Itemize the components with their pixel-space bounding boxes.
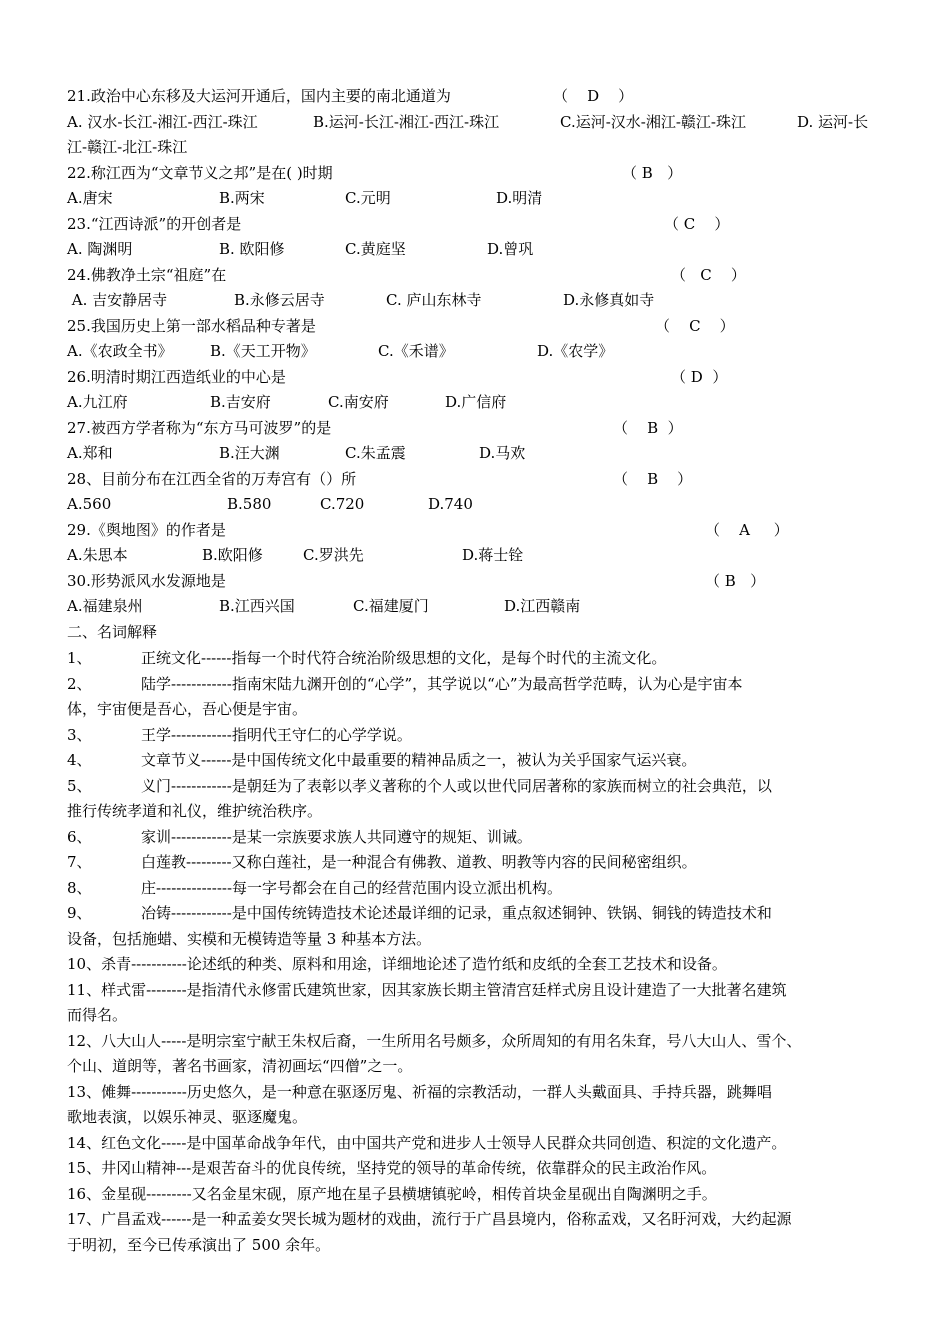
definition-continuation: 歌地表演，以娱乐神灵、驱逐魔鬼。 [67, 1108, 308, 1126]
question-27-stem: 27.被西方学者称为“东方马可波罗”的是 [67, 419, 332, 437]
question-26-option-d: D.广信府 [445, 393, 507, 411]
question-28-stem: 28、目前分布在江西全省的万寿宫有（）所 [67, 470, 357, 488]
definition-line: 17、广昌孟戏------是一种孟姜女哭长城为题材的戏曲，流行于广昌县境内，俗称孟戏，又名盱河戏，大约起源 [67, 1210, 792, 1228]
question-29-stem: 29.《舆地图》的作者是 [67, 521, 226, 539]
question-30-stem: 30.形势派风水发源地是 [67, 572, 226, 590]
question-24-option-b: B.永修云居寺 [234, 291, 325, 309]
question-21-option-d-cont: 江-赣江-北江-珠江 [67, 138, 188, 156]
definition-line: 13、傩舞-----------历史悠久，是一种意在驱逐厉鬼、祈福的宗教活动，一群人头戴面具、手持兵器，跳舞唱 [67, 1083, 772, 1101]
question-23-option-c: C.黄庭坚 [345, 240, 406, 258]
question-23-option-d: D.曾巩 [487, 240, 534, 258]
definition-number: 2、 [67, 675, 92, 693]
definition-number: 7、 [67, 853, 92, 871]
question-21-answer: （ D ） [553, 87, 634, 105]
definition-number: 1、 [67, 649, 92, 667]
definition-item [67, 903, 772, 923]
question-24-option-a: A. 吉安静居寺 [67, 291, 168, 309]
question-22-stem: 22.称江西为“文章节义之邦”是在( )时期 [67, 164, 333, 182]
definition-text: 是朝廷为了表彰以孝义著称的个人或以世代同居著称的家族而树立的社会典范，以 [231, 777, 772, 795]
definition-continuation: 设备，包括施蜡、实模和无模铸造等量 3 种基本方法。 [67, 930, 432, 948]
definition-number: 4、 [67, 751, 92, 769]
question-23-option-b: B. 欧阳修 [219, 240, 285, 258]
question-29-option-b: B.欧阳修 [202, 546, 263, 564]
question-28-option-c: C.720 [320, 495, 365, 513]
definition-text: 是某一宗族要求族人共同遵守的规矩、训诫。 [231, 828, 532, 846]
definition-term: 正统文化------ [141, 649, 232, 667]
definition-text: 指南宋陆九渊开创的“心学”，其学说以“心”为最高哲学范畴，认为心是宇宙本 [231, 675, 743, 693]
question-28-option-d: D.740 [428, 495, 473, 513]
definition-continuation: 个山、道朗等，著名书画家，清初画坛“四僧”之一。 [67, 1057, 413, 1075]
question-26-answer: （ D ） [671, 368, 728, 386]
definition-term: 王学------------ [141, 726, 232, 744]
definition-text: 是中国传统铸造技术论述最详细的记录，重点叙述铜钟、铁锅、铜钱的铸造技术和 [231, 904, 772, 922]
question-25-option-c: C.《禾谱》 [378, 342, 454, 360]
question-29-option-a: A.朱思本 [67, 546, 128, 564]
question-28-answer: （ B ） [613, 470, 693, 488]
definition-number: 3、 [67, 726, 92, 744]
definition-item [67, 827, 532, 847]
definition-term: 家训------------ [141, 828, 232, 846]
question-23-option-a: A. 陶渊明 [67, 240, 133, 258]
definition-item [67, 852, 697, 872]
definition-continuation: 于明初，至今已传承演出了 500 余年。 [67, 1236, 331, 1254]
definition-line: 10、杀青-----------论述纸的种类、原料和用途，详细地论述了造竹纸和皮纸的全套工艺技术和设备。 [67, 955, 727, 973]
definition-continuation: 推行传统孝道和礼仪，维护统治秩序。 [67, 802, 323, 820]
definition-term: 义门------------ [141, 777, 232, 795]
question-26-stem: 26.明清时期江西造纸业的中心是 [67, 368, 286, 386]
definition-line: 12、八大山人-----是明宗室宁献王朱权后裔，一生所用名号颇多，众所周知的有用名朱耷，号八大山人、雪个、 [67, 1032, 802, 1050]
definition-line: 16、金星砚---------又名金星宋砚，原产地在星子县横塘镇驼岭，相传首块金星砚出自陶渊明之手。 [67, 1185, 717, 1203]
definition-text: 又称白莲社，是一种混合有佛教、道教、明教等内容的民间秘密组织。 [231, 853, 697, 871]
question-21-option-d: D. 运河-长 [797, 113, 869, 131]
question-27-option-a: A.郑和 [67, 444, 113, 462]
definition-term: 陆学------------ [141, 675, 232, 693]
question-30-option-d: D.江西赣南 [504, 597, 581, 615]
question-21-option-c: C.运河-汉水-湘江-赣江-珠江 [560, 113, 746, 131]
question-26-option-a: A.九江府 [67, 393, 128, 411]
definition-term: 庄--------------- [141, 879, 233, 897]
question-29-option-c: C.罗洪先 [303, 546, 364, 564]
question-28-option-b: B.580 [227, 495, 272, 513]
definition-item [67, 878, 562, 898]
question-30-option-b: B.江西兴国 [219, 597, 295, 615]
definition-text: 是中国传统文化中最重要的精神品质之一，被认为关乎国家气运兴衰。 [231, 751, 697, 769]
definition-continuation: 而得名。 [67, 1006, 128, 1024]
question-27-answer: （ B ） [613, 419, 683, 437]
definition-item [67, 750, 696, 770]
definition-text: 指明代王守仁的心学学说。 [231, 726, 412, 744]
question-21-option-a: A. 汉水-长江-湘江-西江-珠江 [67, 113, 258, 131]
definition-line: 11、样式雷--------是指清代永修雷氏建筑世家，因其家族长期主管清宫廷样式房且设计建造了一大批著名建筑 [67, 981, 787, 999]
question-23-stem: 23.“江西诗派”的开创者是 [67, 215, 242, 233]
question-21-option-b: B.运河-长江-湘江-西江-珠江 [313, 113, 500, 131]
question-25-option-b: B.《天工开物》 [210, 342, 316, 360]
definition-item [67, 674, 743, 694]
question-25-stem: 25.我国历史上第一部水稻品种专著是 [67, 317, 316, 335]
question-22-option-c: C.元明 [345, 189, 391, 207]
question-24-option-c: C. 庐山东林寺 [386, 291, 482, 309]
question-25-option-d: D.《农学》 [537, 342, 614, 360]
definition-term: 文章节义------ [141, 751, 232, 769]
question-24-option-d: D.永修真如寺 [563, 291, 655, 309]
definition-term: 冶铸------------ [141, 904, 232, 922]
question-30-answer: （ B ） [705, 572, 766, 590]
definition-number: 9、 [67, 904, 92, 922]
definition-item [67, 725, 412, 745]
question-22-option-a: A.唐宋 [67, 189, 113, 207]
definition-item [67, 776, 772, 796]
question-26-option-c: C.南安府 [328, 393, 389, 411]
question-25-option-a: A.《农政全书》 [67, 342, 173, 360]
question-25-answer: （ C ） [655, 317, 735, 335]
question-26-option-b: B.吉安府 [210, 393, 271, 411]
question-22-answer: （ B ） [622, 164, 683, 182]
definition-line: 14、红色文化-----是中国革命战争年代，由中国共产党和进步人士领导人民群众共同创造、积淀的文化遗产。 [67, 1134, 787, 1152]
question-29-option-d: D.蒋士铨 [462, 546, 524, 564]
question-28-option-a: A.560 [67, 495, 112, 513]
question-21-stem: 21.政治中心东移及大运河开通后，国内主要的南北通道为 [67, 87, 451, 105]
definition-continuation: 体，宇宙便是吾心，吾心便是宇宙。 [67, 700, 308, 718]
section-title: 二、名词解释 [67, 623, 158, 641]
definition-text: 指每一个时代符合统治阶级思想的文化，是每个时代的主流文化。 [231, 649, 667, 667]
question-22-option-d: D.明清 [496, 189, 543, 207]
question-30-option-a: A.福建泉州 [67, 597, 143, 615]
question-29-answer: （ A ） [705, 521, 789, 539]
question-27-option-c: C.朱孟震 [345, 444, 406, 462]
definition-text: 每一字号都会在自己的经营范围内设立派出机构。 [232, 879, 563, 897]
definition-number: 8、 [67, 879, 92, 897]
definition-number: 6、 [67, 828, 92, 846]
question-23-answer: （ C ） [664, 215, 730, 233]
question-30-option-c: C.福建厦门 [353, 597, 429, 615]
definition-term: 白莲教--------- [141, 853, 232, 871]
definition-number: 5、 [67, 777, 92, 795]
question-24-stem: 24.佛教净土宗“祖庭”在 [67, 266, 227, 284]
definition-line: 15、井冈山精神---是艰苦奋斗的优良传统，坚持党的领导的革命传统，依靠群众的民主政治作风。 [67, 1159, 717, 1177]
question-24-answer: （ C ） [671, 266, 746, 284]
question-27-option-b: B.汪大渊 [219, 444, 280, 462]
question-27-option-d: D.马欢 [479, 444, 526, 462]
definition-item [67, 648, 666, 668]
question-22-option-b: B.两宋 [219, 189, 265, 207]
